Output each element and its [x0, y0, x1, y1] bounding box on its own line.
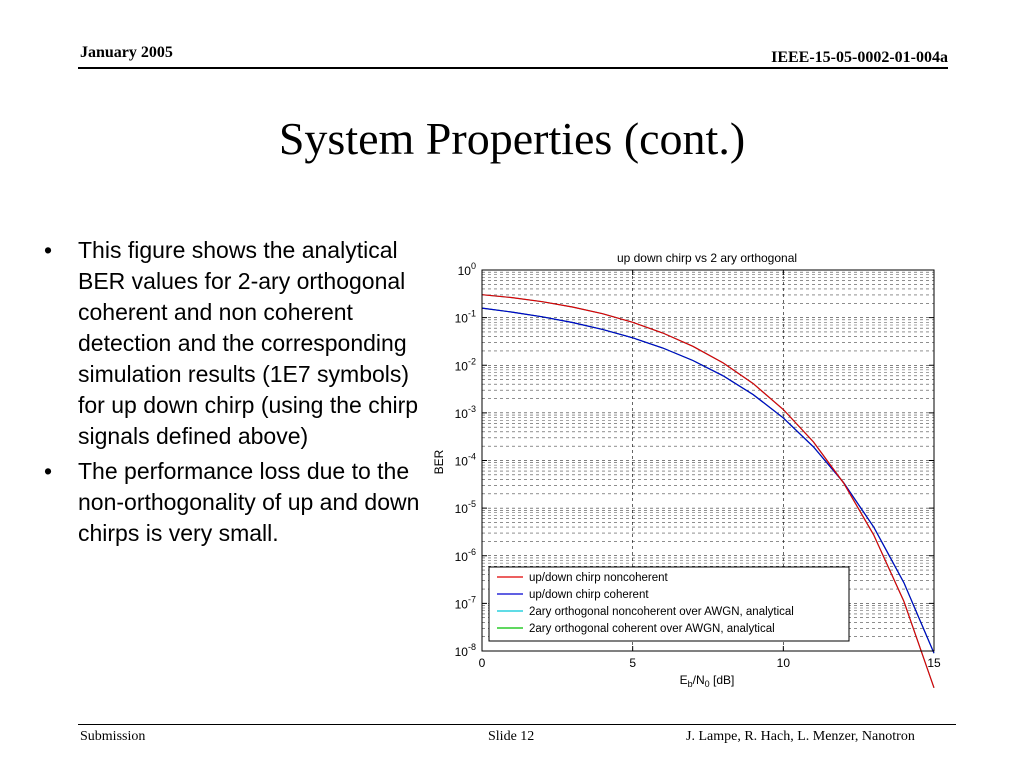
footer-rule	[78, 724, 956, 725]
x-tick-label: 0	[478, 656, 486, 670]
legend-label: up/down chirp coherent	[529, 589, 649, 601]
y-tick-label: $10^0$	[457, 261, 476, 278]
bullet-marker: •	[44, 237, 53, 263]
x-tick-label: 5	[629, 656, 637, 670]
legend-label: 2ary orthogonal coherent over AWGN, analytical	[529, 623, 775, 635]
y-tick-label: $10^{-3}$	[454, 403, 476, 421]
y-tick-label: $10^{-8}$	[454, 642, 476, 659]
header-doc-id: IEEE-15-05-0002-01-004a	[771, 49, 948, 66]
y-tick-label: $10^{-5}$	[454, 499, 476, 517]
y-tick-label: $10^{-1}$	[454, 308, 476, 326]
y-axis-label: BER	[432, 449, 446, 475]
header-date: January 2005	[80, 44, 173, 61]
x-tick-label: 10	[776, 656, 791, 670]
y-tick-label: $10^{-7}$	[454, 594, 476, 612]
footer-slide-number: Slide 12	[488, 729, 535, 744]
bullet-item	[40, 456, 420, 549]
bullet-text: The performance loss due to the non-orthogonality of up and down chirps is very small.	[78, 458, 420, 546]
header-rule	[78, 67, 948, 69]
bullet-list	[40, 235, 420, 553]
legend	[489, 567, 849, 641]
legend-label: 2ary orthogonal noncoherent over AWGN, analytical	[529, 606, 794, 618]
footer-submission: Submission	[80, 729, 146, 744]
chart-title: up down chirp vs 2 ary orthogonal	[616, 251, 798, 265]
slide-title: System Properties (cont.)	[278, 113, 746, 164]
x-axis-label: $E_b/N_0$ [dB]	[679, 673, 735, 689]
legend-label: up/down chirp noncoherent	[529, 572, 668, 584]
x-tick-label: 15	[927, 656, 941, 670]
ber-chart	[420, 240, 980, 700]
bullet-item	[40, 235, 420, 452]
y-tick-label: $10^{-2}$	[454, 356, 476, 374]
footer-authors: J. Lampe, R. Hach, L. Menzer, Nanotron	[686, 729, 915, 744]
bullet-marker: •	[44, 458, 53, 484]
bullet-text: This figure shows the analytical BER values for 2-ary orthogonal coherent and non coherent detection and the corresponding simulation results (1E7 symbols) for up down chirp (using the chirp signals defined above)	[78, 237, 419, 449]
y-tick-label: $10^{-6}$	[454, 546, 476, 564]
y-tick-label: $10^{-4}$	[454, 451, 476, 469]
